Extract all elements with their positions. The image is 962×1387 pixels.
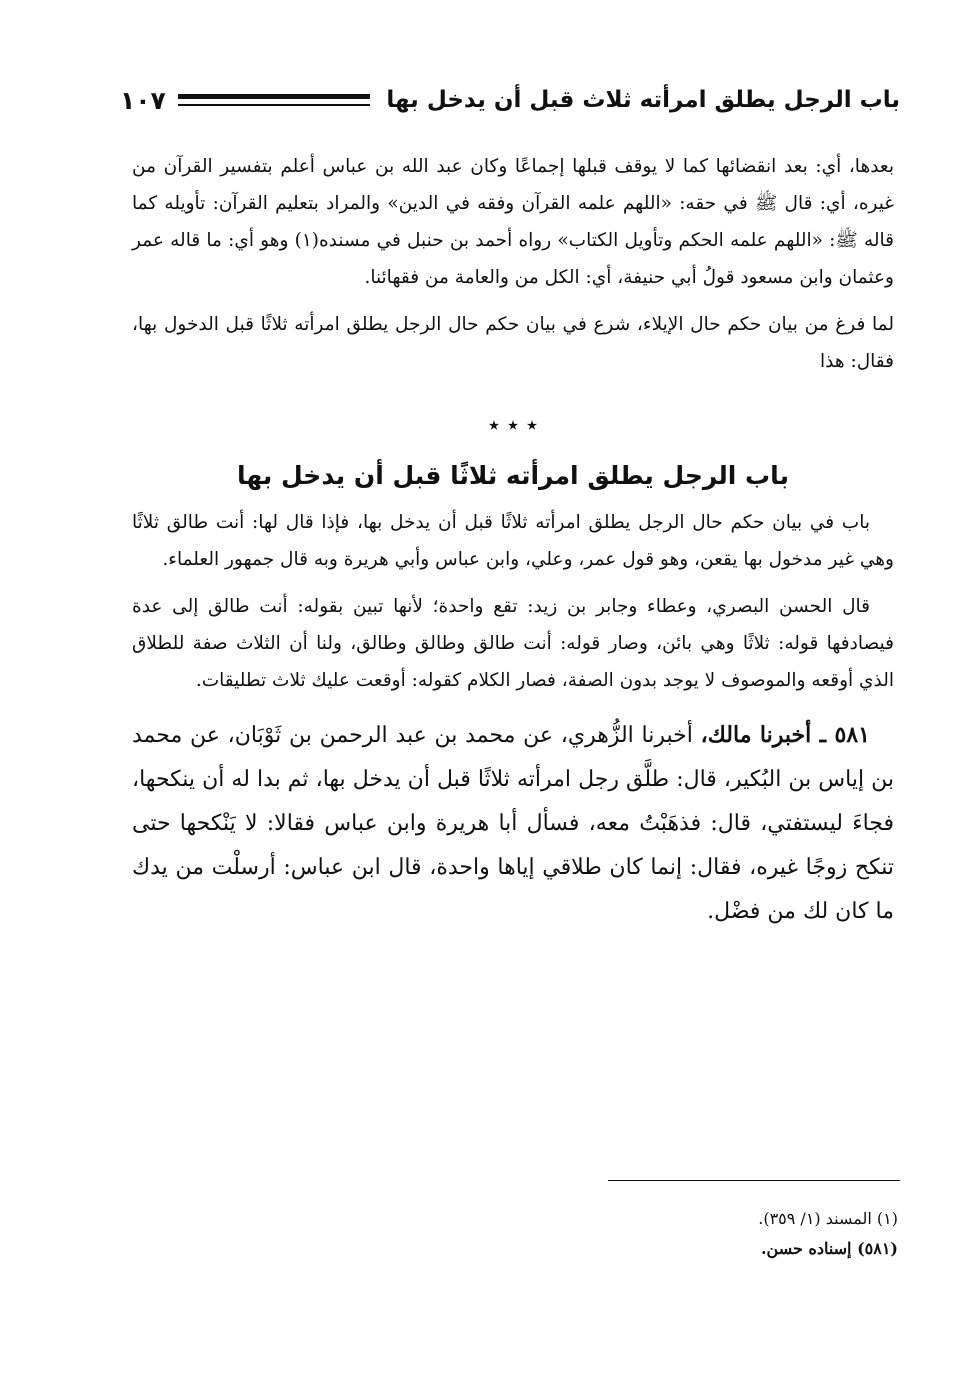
hadith-581 [132,713,894,934]
paragraph-3: باب في بيان حكم حال الرجل يطلق امرأته ثلاثًا قبل أن يدخل بها، فإذا قال لها: أنت طالق ثلاثًا وهي غير مدخول بها يقعن، وهو قول عمر، وعلي، وابن عباس وأبي هريرة وبه قال جمهور العلماء. [132,512,894,570]
hadith-text: أخبرنا الزُّهري، عن محمد بن عبد الرحمن بن ثَوْبَان، عن محمد بن إياس بن البُكير، قال: طلَّق رجل امرأته ثلاثًا قبل أن يدخل بها، ثم بدا له أن ينكحها، فجاءَ ليستفتي، قال: فذهَبْتُ معه، فسأل أبا هريرة وابن عباس فقالا: لا يَنْكحها حتى تنكح زوجًا غيره، فقال: إنما كان طلاقي إياها واحدة، قال ابن عباس: أرسلْت من يدك ما كان لك من فضْل. [132,723,894,924]
hadith-number-lead: ٥٨١ ـ أخبرنا مالك، [700,722,870,748]
running-title: باب الرجل يطلق امرأته ثلاث قبل أن يدخل بها [386,87,900,113]
section-separator: ٭ ٭ ٭ [488,413,538,438]
paragraph-2: لما فرغ من بيان حكم حال الإيلاء، شرع في بيان حكم حال الرجل يطلق امرأته ثلاثًا قبل الدخول بها، فقال: هذا [132,314,894,372]
header-rule [178,94,371,106]
section-heading: باب الرجل يطلق امرأته ثلاثًا قبل أن يدخل بها [237,461,789,490]
paragraph-4: قال الحسن البصري، وعطاء وجابر بن زيد: تقع واحدة؛ لأنها تبين بقوله: أنت طالق إلى عدة فيصادفها قوله: ثلاثًا وهي بائن، وصار قوله: أنت طالق وطالق وطالق، ولنا أن الثلاث صفة للطلاق الذي أوقعه والموصوف لا يوجد بدون الصفة، فصار الكلام كقوله: أوقعت عليك ثلاث تطليقات. [132,596,894,691]
footnote-1: (١) المسند (١/ ٣٥٩). [758,1209,898,1228]
main-text [132,148,894,944]
footnote-581: (٥٨١) إسناده حسن. [760,1239,898,1258]
footnotes [560,1204,898,1264]
page-number: ١٠٧ [120,85,166,115]
page-header [120,78,900,122]
footnote-rule [608,1180,900,1181]
paragraph-1: بعدها، أي: بعد انقضائها كما لا يوقف قبلها إجماعًا وكان عبد الله بن عباس أعلم بتفسير القرآن من غيره، أي: قال ﷺ في حقه: «اللهم علمه القرآن وفقه في الدين» والمراد بتعليم القرآن: تأويله كما قاله ﷺ: «اللهم علمه الحكم وتأويل الكتاب» رواه أحمد بن حنبل في مسنده(١) وهو أي: ما قاله عمر وعثمان وابن مسعود قولُ أبي حنيفة، أي: الكل من والعامة من فقهائنا. [132,156,894,288]
